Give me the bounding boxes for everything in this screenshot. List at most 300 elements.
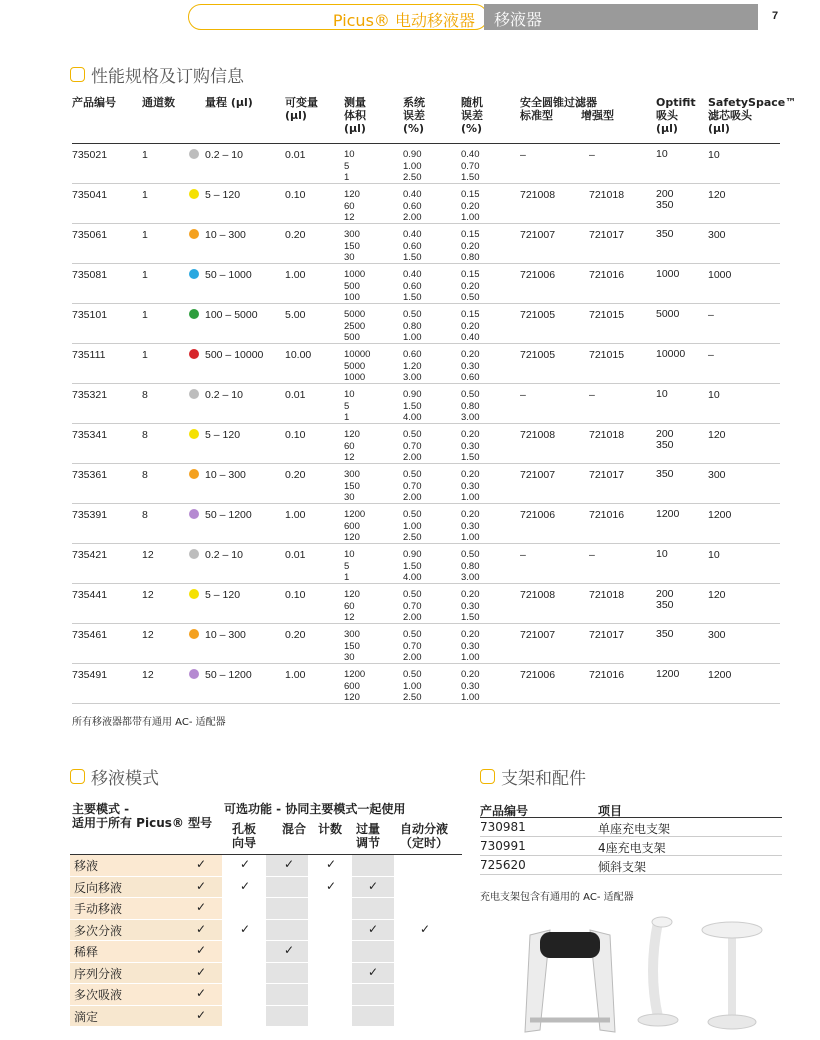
random-errors — [461, 309, 480, 344]
check-icon: ✓ — [196, 1007, 207, 1022]
acc-item: 单座充电支架 — [598, 822, 671, 836]
system-errors-value: 0.90 — [403, 549, 422, 560]
test-volumes — [344, 629, 360, 664]
increment: 1.00 — [285, 669, 306, 681]
test-volumes-value: 10 — [344, 149, 355, 160]
optifit-tip: 200 350 — [656, 428, 674, 451]
mode-row-shading — [266, 920, 308, 941]
product-code: 735461 — [72, 629, 108, 641]
random-errors — [461, 629, 480, 664]
filter-standard: 721006 — [520, 269, 556, 281]
random-errors-value: 0.20 — [461, 240, 480, 252]
channel-count: 8 — [142, 429, 148, 441]
system-errors-value: 1.00 — [403, 160, 422, 172]
spec-header-system-error — [403, 96, 425, 135]
single-charging-stand-image — [525, 930, 615, 1032]
safetyspace-tip: 300 — [708, 229, 726, 241]
table-row — [72, 264, 780, 304]
volume-range: 0.2 – 10 — [205, 149, 243, 161]
mode-row — [70, 920, 462, 942]
acc-section-title — [480, 764, 586, 789]
system-errors — [403, 389, 422, 424]
table-row — [72, 664, 780, 704]
check-icon: ✓ — [368, 878, 379, 893]
spec-header-code-line: 产品编号 — [72, 96, 116, 109]
volume-range: 5 – 120 — [205, 589, 241, 601]
product-code: 735321 — [72, 389, 108, 401]
product-code: 735111 — [72, 349, 106, 361]
volume-range: 50 – 1200 — [205, 509, 252, 521]
system-errors-value: 0.50 — [403, 669, 422, 680]
random-errors-value: 0.50 — [461, 549, 480, 560]
table-row — [72, 184, 780, 224]
page-header — [188, 4, 758, 30]
check-icon: ✓ — [196, 964, 207, 979]
filter-plus: 721015 — [589, 349, 625, 361]
spec-header-filter — [520, 96, 614, 122]
filter-plus: 721018 — [589, 429, 625, 441]
random-errors-value: 0.20 — [461, 320, 480, 332]
filter-standard: – — [520, 389, 526, 401]
spec-header-safetyspace-line: 滤芯吸头 — [708, 109, 752, 122]
system-errors-value: 0.40 — [403, 269, 422, 280]
test-volumes-value: 1 — [344, 172, 350, 183]
mode-table-header — [70, 800, 462, 855]
check-icon: ✓ — [196, 900, 207, 914]
spec-table-body — [72, 144, 780, 704]
safetyspace-tip: 300 — [708, 629, 726, 641]
test-volumes-value: 500 — [344, 280, 360, 292]
optifit-tip: 200 350 — [656, 588, 674, 611]
system-errors-value: 0.60 — [403, 200, 422, 212]
check-icon: ✓ — [240, 878, 251, 893]
test-volumes-value: 300 — [344, 629, 360, 640]
test-volumes — [344, 229, 360, 264]
product-code: 735081 — [72, 269, 108, 281]
optifit-tip: 10000 — [656, 348, 686, 360]
mode-header-col — [400, 822, 448, 850]
random-errors — [461, 349, 480, 384]
test-volumes — [344, 149, 355, 184]
safetyspace-tip: 1200 — [708, 509, 732, 521]
channel-count: 1 — [142, 269, 148, 281]
spec-note: 所有移液器都带有通用 AC- 适配器 — [72, 717, 226, 728]
check-icon: ✓ — [420, 921, 431, 936]
test-volumes — [344, 549, 355, 584]
filter-standard: 721007 — [520, 629, 556, 641]
acc-table-body — [480, 818, 782, 875]
mode-label: 移液 — [70, 855, 222, 876]
acc-item: 倾斜支架 — [598, 860, 647, 874]
filter-standard: 721005 — [520, 309, 556, 321]
check-icon: ✓ — [196, 857, 207, 871]
safetyspace-tip: 1200 — [708, 669, 732, 681]
system-errors — [403, 149, 422, 184]
mode-header-col-line: 孔板 — [232, 822, 257, 836]
page-number: 7 — [772, 10, 779, 22]
safetyspace-tip: – — [708, 309, 714, 321]
optifit-tip: 350 — [656, 628, 674, 640]
random-errors-value: 1.00 — [461, 532, 480, 543]
spec-header-random-error-line: 随机 — [461, 96, 483, 109]
system-errors-value: 1.00 — [403, 332, 422, 343]
product-code: 735061 — [72, 229, 108, 241]
mode-row-shading — [266, 898, 308, 919]
header-category-tab: 移液器 — [484, 4, 758, 30]
filter-plus: – — [589, 389, 595, 401]
increment: 5.00 — [285, 309, 306, 321]
filter-plus: 721017 — [589, 229, 625, 241]
channel-count: 12 — [142, 549, 154, 561]
system-errors-value: 2.00 — [403, 652, 422, 663]
test-volumes-value: 300 — [344, 229, 360, 240]
system-errors-value: 2.50 — [403, 532, 422, 543]
mode-header-col-line: 向导 — [232, 836, 257, 850]
check-icon: ✓ — [284, 943, 295, 957]
filter-standard: – — [520, 549, 526, 561]
test-volumes-value: 120 — [344, 189, 360, 200]
test-volumes-value: 600 — [344, 680, 360, 692]
spec-header-code — [72, 96, 116, 109]
system-errors-value: 4.00 — [403, 412, 422, 423]
system-errors-value: 0.70 — [403, 440, 422, 452]
product-code: 735021 — [72, 149, 108, 161]
acc-note: 充电支架包含有通用的 AC- 适配器 — [480, 892, 634, 903]
filter-plus: 721016 — [589, 669, 625, 681]
spec-header-channels-line: 通道数 — [142, 96, 175, 109]
table-row — [72, 424, 780, 464]
system-errors-value: 0.90 — [403, 149, 422, 160]
mode-header-main — [72, 802, 212, 830]
table-row — [480, 818, 782, 837]
range-color-dot-icon — [189, 509, 199, 519]
random-errors-value: 0.20 — [461, 629, 480, 640]
mode-header-col — [232, 822, 256, 850]
volume-range: 100 – 5000 — [205, 309, 258, 321]
filter-standard: 721007 — [520, 469, 556, 481]
system-errors-value: 0.40 — [403, 229, 422, 240]
system-errors-value: 2.00 — [403, 212, 422, 223]
mode-header-optional: 可选功能 - 协同主要模式一起使用 — [224, 802, 406, 816]
random-errors — [461, 469, 480, 504]
random-errors-value: 0.20 — [461, 280, 480, 292]
volume-range: 50 – 1000 — [205, 269, 252, 281]
acc-table-header — [480, 800, 782, 818]
mode-row-shading — [266, 963, 308, 984]
test-volumes-value: 5000 — [344, 360, 366, 372]
test-volumes-value: 30 — [344, 492, 355, 503]
system-errors-value: 1.00 — [403, 520, 422, 532]
system-errors — [403, 189, 422, 224]
check-icon: ✓ — [368, 964, 379, 979]
random-errors-value: 0.20 — [461, 509, 480, 520]
section-bullet-icon — [70, 67, 85, 82]
mode-label: 滴定 — [70, 1006, 222, 1027]
mode-row-shading — [352, 855, 394, 876]
table-row — [72, 224, 780, 264]
optifit-tip: 10 — [656, 548, 668, 560]
channel-count: 1 — [142, 189, 148, 201]
range-color-dot-icon — [189, 549, 199, 559]
mode-row-shading — [266, 877, 308, 898]
table-row — [72, 544, 780, 584]
optifit-tip: 350 — [656, 468, 674, 480]
spec-header-optifit-line: 吸头 — [656, 109, 678, 122]
test-volumes-value: 1200 — [344, 509, 366, 520]
system-errors-value: 1.50 — [403, 400, 422, 412]
test-volumes-value: 12 — [344, 612, 355, 623]
range-color-dot-icon — [189, 189, 199, 199]
safetyspace-tip: 120 — [708, 429, 726, 441]
system-errors — [403, 509, 422, 544]
spec-header-filter-plus: 增强型 — [581, 109, 614, 122]
random-errors-value: 1.50 — [461, 612, 480, 623]
volume-range: 0.2 – 10 — [205, 389, 243, 401]
system-errors-value: 2.50 — [403, 172, 422, 183]
test-volumes-value: 1000 — [344, 269, 366, 280]
mode-row-shading — [352, 984, 394, 1005]
random-errors-value: 0.60 — [461, 372, 480, 383]
range-color-dot-icon — [189, 229, 199, 239]
channel-count: 8 — [142, 509, 148, 521]
channel-count: 1 — [142, 149, 148, 161]
system-errors — [403, 429, 422, 464]
channel-count: 1 — [142, 309, 148, 321]
spec-header-filter-std: 标准型 — [520, 109, 553, 122]
spec-header-optifit — [656, 96, 696, 135]
spec-header-optifit-line: (µl) — [656, 122, 678, 135]
mode-row — [70, 941, 462, 963]
test-volumes-value: 120 — [344, 429, 360, 440]
spec-section-title-text: 性能规格及订购信息 — [91, 67, 244, 87]
acc-table — [480, 800, 782, 875]
test-volumes-value: 60 — [344, 600, 355, 612]
product-code: 735361 — [72, 469, 108, 481]
table-row — [72, 504, 780, 544]
spec-header-filter-types — [520, 109, 614, 122]
filter-plus: – — [589, 149, 595, 161]
spec-header-range-line: 量程 (µl) — [205, 96, 253, 109]
system-errors-value: 1.20 — [403, 360, 422, 372]
mode-row-shading — [266, 1006, 308, 1027]
test-volumes-value: 120 — [344, 589, 360, 600]
random-errors-value: 1.00 — [461, 692, 480, 703]
filter-standard: 721008 — [520, 189, 556, 201]
random-errors-value: 0.30 — [461, 360, 480, 372]
channel-count: 8 — [142, 389, 148, 401]
spec-header-increment-line: 可变量 — [285, 96, 318, 109]
mode-section-title-text: 移液模式 — [91, 769, 159, 789]
section-bullet-icon — [70, 769, 85, 784]
test-volumes-value: 300 — [344, 469, 360, 480]
acc-code: 725620 — [480, 858, 526, 872]
system-errors-value: 0.50 — [403, 629, 422, 640]
system-errors-value: 0.50 — [403, 469, 422, 480]
range-color-dot-icon — [189, 309, 199, 319]
filter-plus: 721018 — [589, 589, 625, 601]
random-errors-value: 0.80 — [461, 560, 480, 572]
safetyspace-tip: 10 — [708, 389, 720, 401]
random-errors-value: 0.30 — [461, 680, 480, 692]
volume-range: 10 – 300 — [205, 629, 246, 641]
product-code: 735441 — [72, 589, 108, 601]
system-errors-value: 1.50 — [403, 292, 422, 303]
test-volumes-value: 5 — [344, 160, 350, 172]
test-volumes-value: 60 — [344, 200, 355, 212]
random-errors — [461, 509, 480, 544]
random-errors — [461, 189, 480, 224]
mode-header-col — [282, 822, 306, 836]
mode-table — [70, 800, 462, 1027]
mode-header-main-line: 主要模式 - — [72, 802, 130, 816]
table-row — [480, 837, 782, 856]
product-code: 735041 — [72, 189, 108, 201]
filter-standard: – — [520, 149, 526, 161]
table-row — [72, 464, 780, 504]
increment: 0.01 — [285, 549, 306, 561]
volume-range: 10 – 300 — [205, 229, 246, 241]
system-errors-value: 0.50 — [403, 509, 422, 520]
mode-header-main-line: 适用于所有 Picus® 型号 — [72, 816, 213, 830]
random-errors — [461, 149, 480, 184]
increment: 0.10 — [285, 429, 306, 441]
filter-standard: 721008 — [520, 429, 556, 441]
system-errors-value: 0.80 — [403, 320, 422, 332]
test-volumes-value: 5 — [344, 400, 350, 412]
random-errors-value: 0.50 — [461, 292, 480, 303]
system-errors-value: 0.60 — [403, 240, 422, 252]
filter-plus: 721018 — [589, 189, 625, 201]
mode-row — [70, 984, 462, 1006]
range-color-dot-icon — [189, 429, 199, 439]
mode-row — [70, 898, 462, 920]
filter-plus: 721017 — [589, 469, 625, 481]
mode-header-col-line: 混合 — [282, 822, 307, 836]
mode-row-shading — [352, 1006, 394, 1027]
check-icon: ✓ — [196, 921, 207, 936]
system-errors — [403, 669, 422, 704]
test-volumes-value: 10 — [344, 389, 355, 400]
product-code: 735491 — [72, 669, 108, 681]
filter-standard: 721006 — [520, 509, 556, 521]
test-volumes-value: 100 — [344, 292, 360, 303]
safetyspace-tip: 120 — [708, 189, 726, 201]
optifit-tip: 350 — [656, 228, 674, 240]
optifit-tip: 1200 — [656, 668, 680, 680]
spec-header-random-error-line: (%) — [461, 122, 483, 135]
increment: 10.00 — [285, 349, 312, 361]
test-volumes-value: 600 — [344, 520, 360, 532]
volume-range: 500 – 10000 — [205, 349, 264, 361]
mode-header-col-line: 过量 — [356, 822, 381, 836]
random-errors — [461, 389, 480, 424]
system-errors-value: 4.00 — [403, 572, 422, 583]
test-volumes-value: 60 — [344, 440, 355, 452]
spec-header-random-error — [461, 96, 483, 135]
system-errors — [403, 629, 422, 664]
random-errors — [461, 549, 480, 584]
random-errors-value: 0.40 — [461, 149, 480, 160]
system-errors — [403, 349, 422, 384]
filter-plus: 721016 — [589, 269, 625, 281]
spec-header-safetyspace — [708, 96, 796, 135]
filter-plus: 721016 — [589, 509, 625, 521]
test-volumes-value: 1 — [344, 412, 350, 423]
spec-section-title — [70, 62, 244, 87]
spec-header-increment — [285, 96, 318, 122]
table-row — [480, 856, 782, 875]
spec-header-filter-title: 安全圆锥过滤器 — [520, 96, 597, 109]
safetyspace-tip: 1000 — [708, 269, 732, 281]
test-volumes — [344, 309, 365, 344]
system-errors-value: 0.90 — [403, 389, 422, 400]
safetyspace-tip: 10 — [708, 149, 720, 161]
test-volumes-value: 120 — [344, 532, 360, 543]
range-color-dot-icon — [189, 629, 199, 639]
optifit-tip: 200 350 — [656, 188, 674, 211]
system-errors-value: 0.70 — [403, 600, 422, 612]
random-errors-value: 0.15 — [461, 229, 480, 240]
system-errors-value: 2.00 — [403, 452, 422, 463]
mode-header-col-line: 调节 — [356, 836, 381, 850]
optifit-tip: 5000 — [656, 308, 680, 320]
test-volumes-value: 150 — [344, 240, 360, 252]
system-errors-value: 2.00 — [403, 612, 422, 623]
test-volumes-value: 5 — [344, 560, 350, 572]
system-errors-value: 0.50 — [403, 589, 422, 600]
system-errors-value: 0.70 — [403, 640, 422, 652]
mode-label: 序列分液 — [70, 963, 222, 984]
system-errors-value: 3.00 — [403, 372, 422, 383]
mode-header-col — [356, 822, 380, 850]
random-errors-value: 1.00 — [461, 652, 480, 663]
random-errors-value: 0.20 — [461, 669, 480, 680]
test-volumes — [344, 349, 370, 384]
test-volumes-value: 10 — [344, 549, 355, 560]
mode-label: 反向移液 — [70, 877, 222, 898]
check-icon: ✓ — [196, 986, 207, 1000]
range-color-dot-icon — [189, 469, 199, 479]
system-errors-value: 2.00 — [403, 492, 422, 503]
system-errors — [403, 269, 422, 304]
safetyspace-tip: 120 — [708, 589, 726, 601]
volume-range: 50 – 1200 — [205, 669, 252, 681]
test-volumes-value: 1000 — [344, 372, 366, 383]
spec-header-range — [205, 96, 253, 109]
optifit-tip: 1200 — [656, 508, 680, 520]
table-row — [72, 304, 780, 344]
mode-header-col — [318, 822, 342, 836]
spec-table — [72, 94, 797, 704]
random-errors — [461, 589, 480, 624]
carousel-stand-image — [702, 922, 762, 1029]
increment: 0.01 — [285, 389, 306, 401]
random-errors — [461, 269, 480, 304]
table-row — [72, 344, 780, 384]
spec-header-volume-line: (µl) — [344, 122, 366, 135]
charging-stands-image — [510, 910, 780, 1040]
volume-range: 0.2 – 10 — [205, 549, 243, 561]
spec-header-optifit-line: Optifit — [656, 96, 696, 109]
random-errors-value: 0.40 — [461, 332, 480, 343]
spec-header-increment-line: (µl) — [285, 109, 307, 122]
system-errors-value: 1.50 — [403, 252, 422, 263]
increment: 1.00 — [285, 509, 306, 521]
spec-header-safetyspace-line: SafetySpace™ — [708, 96, 797, 109]
check-icon: ✓ — [368, 921, 379, 936]
random-errors-value: 0.20 — [461, 589, 480, 600]
filter-standard: 721006 — [520, 669, 556, 681]
